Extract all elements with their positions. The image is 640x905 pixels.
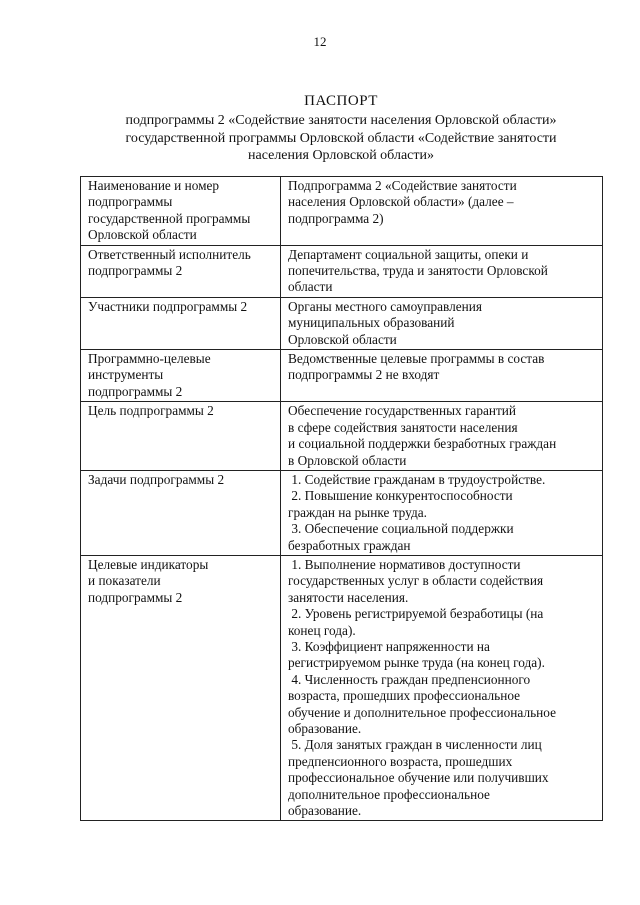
value-line: попечительства, труда и занятости Орловской (288, 263, 548, 279)
table-row (81, 402, 603, 471)
subtitle-line: государственной программы Орловской области «Содействие занятости (125, 130, 557, 146)
row-label-cell (81, 350, 281, 402)
value-line: области (288, 279, 333, 295)
value-line: Обеспечение государственных гарантий (288, 403, 517, 419)
document-title: ПАСПОРТ (304, 93, 378, 109)
row-value-cell (281, 297, 603, 349)
row-value-cell (281, 555, 603, 821)
value-line: граждан на рынке труда. (288, 504, 427, 520)
row-value-cell (281, 177, 603, 246)
label-line: Орловской области (88, 227, 197, 243)
value-line: в Орловской области (288, 452, 407, 468)
value-line: образование. (288, 803, 362, 819)
row-label-cell (81, 177, 281, 246)
row-label-cell (81, 245, 281, 297)
label-line: подпрограммы 2 (88, 383, 183, 399)
value-line: безработных граждан (288, 537, 411, 553)
value-line: 1. Выполнение нормативов доступности (288, 556, 521, 572)
value-line: государственных услуг в области содействия (288, 573, 544, 589)
value-line: населения Орловской области» (далее – (288, 194, 514, 210)
value-line: подпрограмма 2) (288, 210, 384, 226)
value-line: конец года). (288, 622, 356, 638)
value-line: образование. (288, 721, 362, 736)
table-row (81, 177, 603, 246)
passport-table (80, 176, 603, 821)
value-line: профессиональное обучение или получивших (288, 770, 549, 786)
row-value-cell (281, 470, 603, 555)
value-line: возраста, прошедших профессиональное (288, 688, 521, 704)
value-line: 5. Доля занятых граждан в численности лиц (288, 737, 542, 753)
label-line: инструменты (88, 367, 164, 383)
value-line: в сфере содействия занятости населения (288, 419, 518, 435)
value-line: подпрограммы 2 не входят (288, 367, 440, 383)
page-number: 12 (313, 34, 327, 49)
value-line: Ведомственные целевые программы в состав (288, 351, 545, 367)
value-line: Подпрограмма 2 «Содействие занятости (288, 178, 517, 193)
label-line: Программно-целевые (88, 351, 211, 367)
row-value-cell (281, 245, 603, 297)
value-line: предпенсионного возраста, прошедших (288, 753, 513, 769)
table-row (81, 297, 603, 349)
label-line: Участники подпрограммы 2 (88, 298, 248, 314)
document-subtitle (80, 112, 602, 165)
table-row (81, 470, 603, 555)
value-line: Орловской области (288, 331, 397, 347)
value-line: регистрируемом рынке труда (на конец года). (288, 655, 545, 671)
label-line: Ответственный исполнитель (88, 246, 251, 262)
value-line: Органы местного самоуправления (288, 298, 483, 314)
value-line: обучение и дополнительное профессиональное (288, 704, 556, 720)
value-line: 2. Повышение конкурентоспособности (288, 488, 513, 504)
value-line: 3. Обеспечение социальной поддержки (288, 521, 514, 537)
label-line: государственной программы (88, 210, 251, 226)
value-line: 1. Содействие гражданам в трудоустройстве. (288, 471, 546, 487)
table-row (81, 245, 603, 297)
label-line: Задачи подпрограммы 2 (88, 471, 225, 487)
table-row (81, 350, 603, 402)
label-line: подпрограммы (88, 194, 173, 210)
passport-table-body (81, 177, 603, 821)
row-value-cell (281, 350, 603, 402)
label-line: Целевые индикаторы (88, 556, 209, 572)
label-line: подпрограммы 2 (88, 263, 183, 279)
row-label-cell (81, 555, 281, 821)
value-line: 3. Коэффициент напряженности на (288, 638, 490, 654)
value-line: 2. Уровень регистрируемой безработицы (на (288, 606, 544, 622)
value-line: дополнительное профессиональное (288, 786, 490, 802)
label-line: Цель подпрограммы 2 (88, 403, 214, 419)
label-line: подпрограммы 2 (88, 589, 183, 605)
row-value-cell (281, 402, 603, 471)
subtitle-line: населения Орловской области» (248, 148, 434, 163)
value-line: 4. Численность граждан предпенсионного (288, 671, 531, 687)
row-label-cell (81, 402, 281, 471)
label-line: и показатели (88, 573, 161, 589)
subtitle-line: подпрограммы 2 «Содействие занятости населения Орловской области» (125, 113, 557, 128)
label-line: Наименование и номер (88, 178, 220, 193)
value-line: муниципальных образований (288, 315, 455, 331)
row-label-cell (81, 470, 281, 555)
document-header (80, 92, 602, 165)
value-line: Департамент социальной защиты, опеки и (288, 246, 529, 262)
value-line: занятости населения. (288, 589, 409, 605)
table-row (81, 555, 603, 821)
row-label-cell (81, 297, 281, 349)
value-line: и социальной поддержки безработных граждан (288, 436, 557, 452)
